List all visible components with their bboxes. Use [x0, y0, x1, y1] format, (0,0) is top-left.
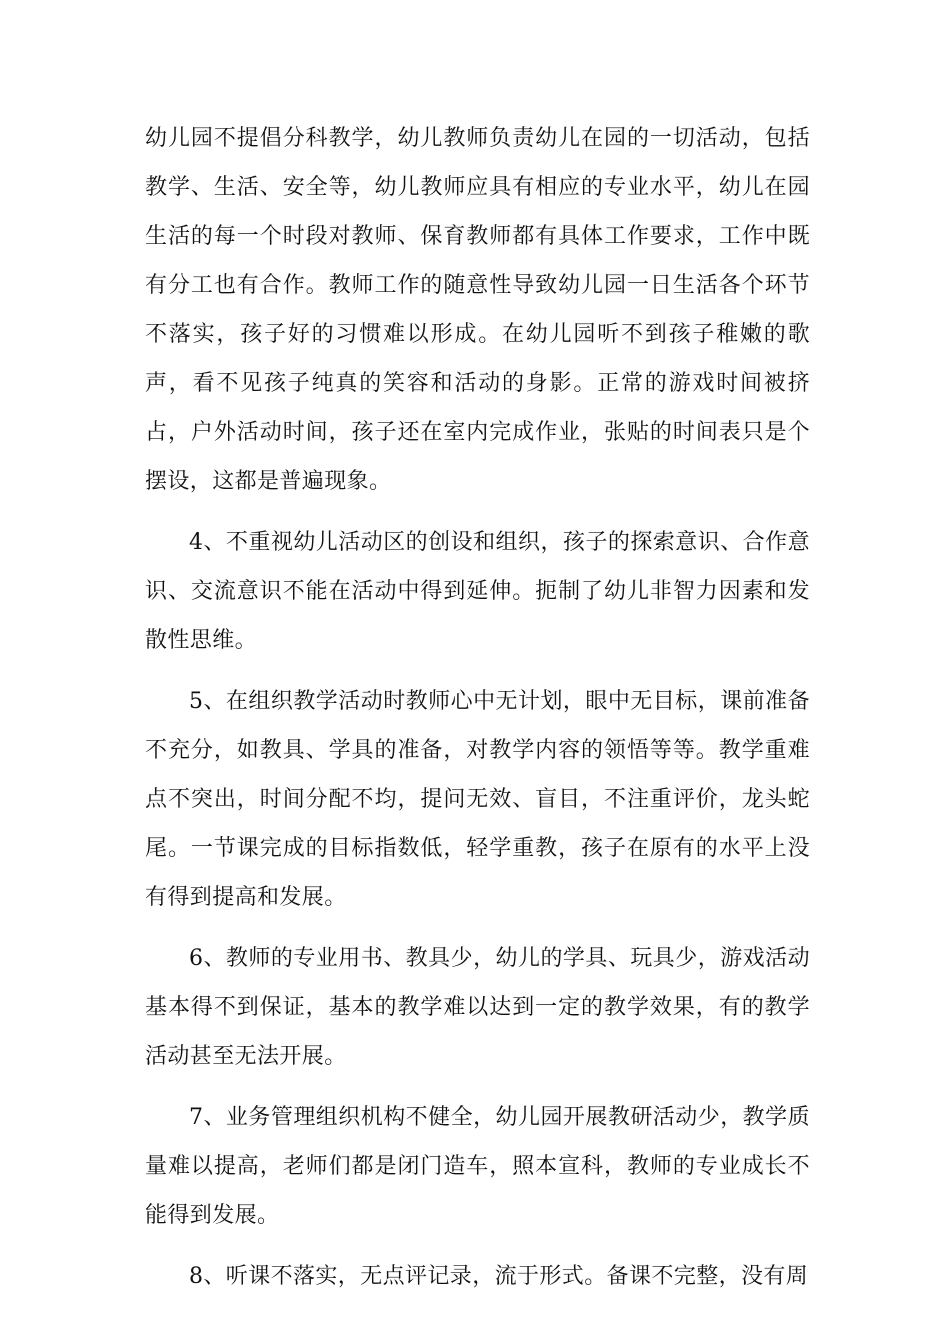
paragraph-item-5: 5、在组织教学活动时教师心中无计划，眼中无目标，课前准备不充分，如教具、学具的准备，对教学内容的领悟等等。教学重难点不突出，时间分配不均，提问无效、盲目，不注重评价，龙头蛇尾。一节课完成的目标指数低，轻学重教，孩子在原有的水平上没有得到提高和发展。 — [145, 689, 810, 910]
document-body — [145, 114, 810, 1313]
paragraph-item-4: 4、不重视幼儿活动区的创设和组织，孩子的探索意识、合作意识、交流意识不能在活动中得到延伸。扼制了幼儿非智力因素和发散性思维。 — [145, 530, 810, 653]
paragraph-continuation: 幼儿园不提倡分科教学，幼儿教师负责幼儿在园的一切活动，包括教学、生活、安全等，幼儿教师应具有相应的专业水平，幼儿在园生活的每一个时段对教师、保育教师都有具体工作要求，工作中既有分工也有合作。教师工作的随意性导致幼儿园一日生活各个环节不落实，孩子好的习惯难以形成。在幼儿园听不到孩子稚嫩的歌声，看不见孩子纯真的笑容和活动的身影。正常的游戏时间被挤占，户外活动时间，孩子还在室内完成作业，张贴的时间表只是个摆设，这都是普遍现象。 — [145, 126, 810, 494]
paragraph-item-8: 8、听课不落实，无点评记录，流于形式。备课不完整，没有周 — [189, 1264, 809, 1289]
paragraph-item-6: 6、教师的专业用书、教具少，幼儿的学具、玩具少，游戏活动基本得不到保证，基本的教学难以达到一定的教学效果，有的教学活动甚至无法开展。 — [145, 946, 810, 1069]
paragraph-item-7: 7、业务管理组织机构不健全，幼儿园开展教研活动少，教学质量难以提高，老师们都是闭门造车，照本宣科，教师的专业成长不能得到发展。 — [145, 1105, 810, 1228]
